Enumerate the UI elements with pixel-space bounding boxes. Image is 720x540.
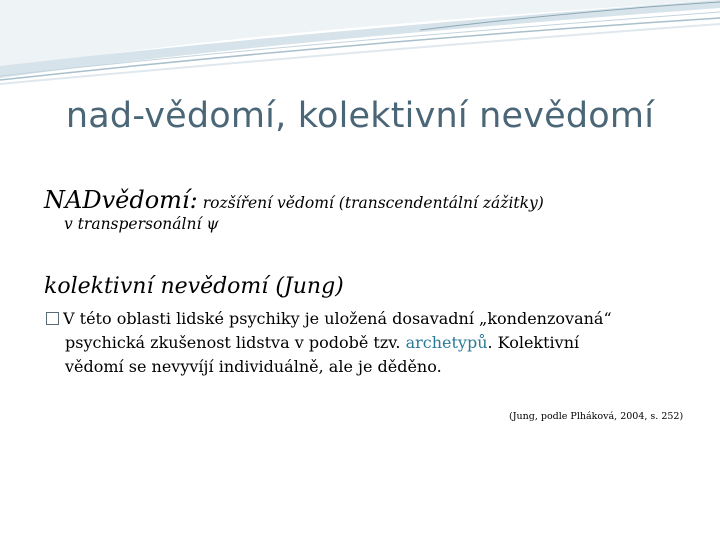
- paragraph-line-2: [65, 331, 663, 355]
- kolektivni-heading-term: kolektivní nevědomí: [44, 274, 269, 299]
- paragraph-line-3: vědomí se nevyvíjí individuálně, ale je děděno.: [65, 357, 442, 376]
- header-swoosh-decoration: [0, 0, 720, 90]
- kolektivni-paragraph: [63, 307, 663, 379]
- nadvedomi-definition-line: [44, 186, 544, 214]
- citation: (Jung, podle Plháková, 2004, s. 252): [509, 411, 684, 422]
- paragraph-line-2-end: . Kolektivní: [487, 333, 580, 352]
- kolektivni-heading: [44, 274, 344, 299]
- nadvedomi-definition: rozšíření vědomí (transcendentální zážitky): [202, 194, 544, 212]
- slide-title: nad-vědomí, kolektivní nevědomí: [65, 96, 655, 136]
- nadvedomi-subline: v transpersonální ψ: [64, 215, 219, 233]
- nadvedomi-term: NADvědomí:: [44, 186, 198, 214]
- paragraph-line-2-start: psychická zkušenost lidstva v podobě tzv.: [65, 333, 406, 352]
- archetypu-link[interactable]: archetypů: [405, 333, 488, 352]
- bullet-icon: [46, 312, 59, 325]
- kolektivni-heading-author: (Jung): [275, 274, 344, 299]
- paragraph-line-1: V této oblasti lidské psychiky je uložená dosavadní „kondenzovaná“: [63, 309, 612, 328]
